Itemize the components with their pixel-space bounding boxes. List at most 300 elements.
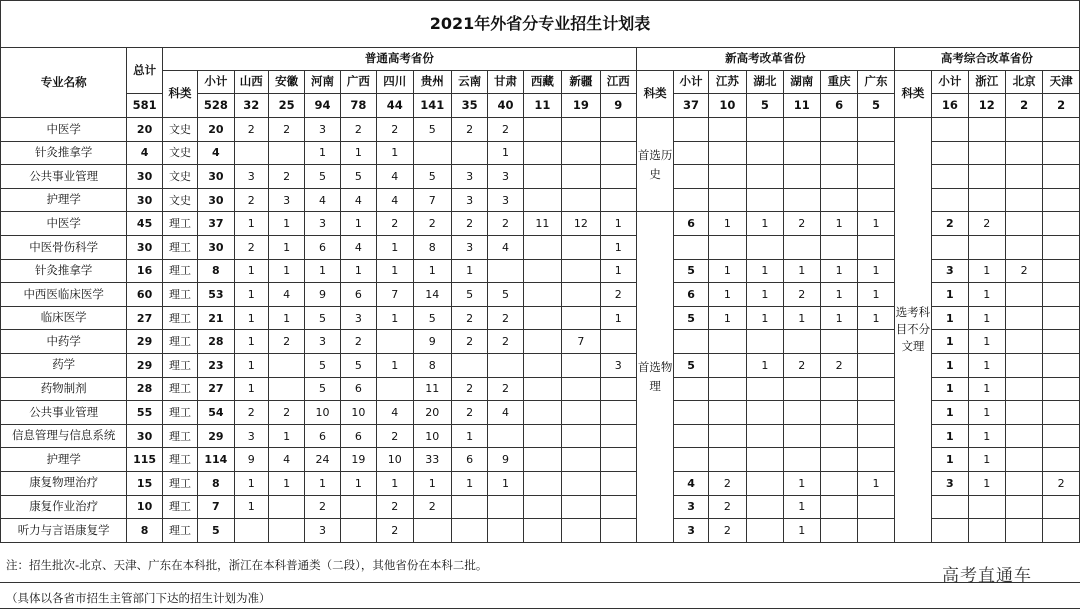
regular-subtotal-value: 528: [198, 94, 234, 118]
regular-subtotal: 30: [198, 235, 234, 259]
plan-count-cell: 1: [377, 141, 413, 165]
plan-count-cell: [708, 118, 746, 142]
plan-count-cell: [523, 401, 561, 425]
plan-count-cell: [820, 188, 857, 212]
plan-count-cell: [747, 330, 783, 354]
plan-count-cell: [708, 188, 746, 212]
plan-count-cell: [562, 188, 600, 212]
plan-count-cell: [268, 495, 304, 519]
province-total-value: 6: [820, 94, 857, 118]
plan-count-cell: 6: [340, 424, 376, 448]
major-name: 中医骨伤科学: [1, 235, 127, 259]
plan-count-cell: 9: [305, 283, 340, 307]
plan-count-cell: 2: [377, 495, 413, 519]
plan-count-cell: [708, 353, 746, 377]
plan-count-cell: 2: [268, 118, 304, 142]
regular-subtotal: 114: [198, 448, 234, 472]
major-name: 中医学: [1, 118, 127, 142]
plan-count-cell: 5: [488, 283, 523, 307]
plan-count-cell: 11: [413, 377, 451, 401]
plan-count-cell: 2: [268, 165, 304, 189]
plan-count-cell: 2: [377, 519, 413, 543]
plan-count-cell: [820, 330, 857, 354]
plan-count-cell: [783, 377, 820, 401]
category-cell: 理工: [162, 377, 197, 401]
new-subtotal: 6: [674, 283, 708, 307]
plan-count-cell: 1: [234, 259, 268, 283]
plan-count-cell: [488, 353, 523, 377]
plan-count-cell: 3: [305, 212, 340, 236]
plan-count-cell: 1: [377, 306, 413, 330]
plan-count-cell: [968, 118, 1005, 142]
plan-count-cell: [523, 353, 561, 377]
plan-count-cell: 1: [783, 471, 820, 495]
plan-count-cell: [562, 401, 600, 425]
plan-count-cell: 4: [377, 165, 413, 189]
major-total: 30: [127, 424, 162, 448]
plan-count-cell: 3: [600, 353, 636, 377]
plan-count-cell: 2: [340, 330, 376, 354]
plan-count-cell: [858, 165, 894, 189]
plan-count-cell: 2: [377, 424, 413, 448]
plan-count-cell: 2: [708, 519, 746, 543]
plan-count-cell: [451, 495, 487, 519]
plan-count-cell: [1005, 330, 1042, 354]
new-category-physics: 首选物理: [636, 212, 673, 542]
category-cell: 文史: [162, 188, 197, 212]
plan-count-cell: 1: [820, 259, 857, 283]
province-total-value: 40: [488, 94, 523, 118]
plan-count-cell: 12: [562, 212, 600, 236]
province-header: 湖南: [783, 71, 820, 94]
plan-count-cell: 1: [305, 141, 340, 165]
plan-count-cell: 2: [600, 283, 636, 307]
plan-count-cell: 1: [858, 306, 894, 330]
comp-subtotal: 1: [932, 424, 968, 448]
plan-count-cell: [747, 519, 783, 543]
plan-count-cell: [783, 401, 820, 425]
plan-count-cell: [1043, 118, 1080, 142]
plan-count-cell: [747, 235, 783, 259]
plan-count-cell: [820, 448, 857, 472]
plan-count-cell: [1043, 519, 1080, 543]
plan-count-cell: 1: [708, 283, 746, 307]
plan-count-cell: 1: [747, 259, 783, 283]
plan-count-cell: [858, 118, 894, 142]
category-cell: 理工: [162, 401, 197, 425]
plan-count-cell: [747, 118, 783, 142]
plan-count-cell: 10: [377, 448, 413, 472]
plan-count-cell: 1: [340, 471, 376, 495]
plan-count-cell: [523, 141, 561, 165]
category-cell: 理工: [162, 471, 197, 495]
plan-count-cell: 1: [968, 306, 1005, 330]
plan-count-cell: [1005, 495, 1042, 519]
plan-count-cell: 1: [783, 259, 820, 283]
plan-count-cell: [1005, 471, 1042, 495]
comp-subtotal: [932, 495, 968, 519]
plan-count-cell: 3: [305, 118, 340, 142]
province-header: 山西: [234, 71, 268, 94]
province-header: 天津: [1043, 71, 1080, 94]
plan-count-cell: [858, 401, 894, 425]
plan-count-cell: [523, 283, 561, 307]
comp-subtotal: 1: [932, 330, 968, 354]
plan-count-cell: [523, 424, 561, 448]
plan-count-cell: 5: [340, 165, 376, 189]
plan-count-cell: [451, 519, 487, 543]
plan-count-cell: [708, 141, 746, 165]
plan-count-cell: [523, 330, 561, 354]
plan-count-cell: [783, 165, 820, 189]
comp-subtotal: 2: [932, 212, 968, 236]
plan-count-cell: 2: [488, 118, 523, 142]
new-subtotal: 3: [674, 495, 708, 519]
plan-count-cell: [747, 401, 783, 425]
major-total: 30: [127, 165, 162, 189]
plan-count-cell: 1: [234, 283, 268, 307]
plan-count-cell: 1: [600, 235, 636, 259]
plan-count-cell: 1: [377, 235, 413, 259]
province-total-value: 141: [413, 94, 451, 118]
plan-count-cell: 1: [968, 471, 1005, 495]
plan-count-cell: 1: [783, 519, 820, 543]
plan-count-cell: 2: [488, 306, 523, 330]
province-header: 重庆: [820, 71, 857, 94]
province-header: 湖北: [747, 71, 783, 94]
province-total-value: 19: [562, 94, 600, 118]
new-subtotal-value: 37: [674, 94, 708, 118]
province-total-value: 2: [1005, 94, 1042, 118]
province-total-value: 5: [858, 94, 894, 118]
plan-count-cell: [1043, 235, 1080, 259]
regular-subtotal: 27: [198, 377, 234, 401]
plan-count-cell: [820, 495, 857, 519]
grand-total-value: 581: [127, 94, 162, 118]
regular-subtotal: 23: [198, 353, 234, 377]
plan-count-cell: [1005, 188, 1042, 212]
plan-count-cell: [858, 330, 894, 354]
plan-count-cell: [858, 377, 894, 401]
plan-count-cell: 2: [268, 330, 304, 354]
comp-subtotal: 1: [932, 377, 968, 401]
province-total-value: 11: [523, 94, 561, 118]
province-header: 云南: [451, 71, 487, 94]
major-name: 护理学: [1, 188, 127, 212]
comp-subtotal: 1: [932, 306, 968, 330]
watermark-logo: 高考直通车: [942, 566, 1032, 586]
plan-count-cell: 1: [747, 283, 783, 307]
comprehensive-reform-group-header: 高考综合改革省份: [894, 48, 1079, 71]
plan-count-cell: 1: [783, 306, 820, 330]
plan-count-cell: [600, 188, 636, 212]
plan-count-cell: 1: [600, 306, 636, 330]
plan-count-cell: 1: [451, 259, 487, 283]
table-title: 2021年外省分专业招生计划表: [1, 1, 1080, 48]
plan-count-cell: [1005, 424, 1042, 448]
plan-count-cell: [413, 141, 451, 165]
category-cell: 理工: [162, 283, 197, 307]
category-cell: 理工: [162, 424, 197, 448]
major-name: 信息管理与信息系统: [1, 424, 127, 448]
plan-count-cell: [523, 306, 561, 330]
plan-count-cell: [783, 448, 820, 472]
plan-count-cell: 33: [413, 448, 451, 472]
regular-subtotal: 5: [198, 519, 234, 543]
plan-count-cell: 2: [451, 118, 487, 142]
plan-count-cell: [600, 377, 636, 401]
plan-count-cell: [968, 519, 1005, 543]
major-total: 28: [127, 377, 162, 401]
plan-count-cell: 1: [340, 141, 376, 165]
new-subtotal-header: 小计: [674, 71, 708, 94]
major-total: 29: [127, 353, 162, 377]
new-subtotal: 4: [674, 471, 708, 495]
plan-count-cell: 1: [747, 353, 783, 377]
plan-count-cell: 3: [488, 165, 523, 189]
plan-count-cell: [708, 448, 746, 472]
plan-count-cell: [600, 165, 636, 189]
major-total: 60: [127, 283, 162, 307]
plan-count-cell: 1: [708, 259, 746, 283]
plan-count-cell: [820, 377, 857, 401]
disclaimer-footnote: （具体以各省市招生主管部门下达的招生计划为准）: [6, 591, 271, 605]
plan-count-cell: 5: [413, 306, 451, 330]
plan-count-cell: 1: [234, 330, 268, 354]
province-total-value: 35: [451, 94, 487, 118]
comp-subtotal: [932, 118, 968, 142]
plan-count-cell: 10: [413, 424, 451, 448]
category-header: 科类: [162, 71, 197, 118]
plan-count-cell: 2: [1005, 259, 1042, 283]
plan-count-cell: [1043, 401, 1080, 425]
comp-subtotal: 1: [932, 448, 968, 472]
plan-count-cell: [234, 141, 268, 165]
plan-count-cell: 19: [340, 448, 376, 472]
plan-count-cell: 2: [234, 118, 268, 142]
plan-count-cell: [820, 235, 857, 259]
plan-count-cell: 2: [377, 118, 413, 142]
plan-count-cell: 1: [858, 471, 894, 495]
plan-count-cell: 9: [234, 448, 268, 472]
plan-count-cell: 2: [234, 401, 268, 425]
plan-count-cell: [708, 235, 746, 259]
plan-count-cell: 1: [600, 212, 636, 236]
plan-count-cell: [858, 495, 894, 519]
plan-count-cell: 1: [968, 259, 1005, 283]
plan-count-cell: [600, 495, 636, 519]
plan-count-cell: [562, 141, 600, 165]
plan-count-cell: 8: [413, 353, 451, 377]
plan-count-cell: 1: [268, 235, 304, 259]
plan-count-cell: 2: [340, 118, 376, 142]
new-subtotal: [674, 188, 708, 212]
plan-count-cell: [523, 235, 561, 259]
plan-count-cell: [1005, 306, 1042, 330]
plan-count-cell: [1043, 424, 1080, 448]
regular-subtotal: 21: [198, 306, 234, 330]
plan-count-cell: 1: [340, 212, 376, 236]
plan-count-cell: [858, 424, 894, 448]
plan-count-cell: [523, 118, 561, 142]
plan-count-cell: [1005, 235, 1042, 259]
plan-count-cell: 2: [820, 353, 857, 377]
new-subtotal: 6: [674, 212, 708, 236]
plan-count-cell: [562, 495, 600, 519]
province-header: 江苏: [708, 71, 746, 94]
comp-subtotal-header: 小计: [932, 71, 968, 94]
plan-count-cell: [413, 519, 451, 543]
plan-count-cell: 1: [234, 471, 268, 495]
plan-count-cell: [708, 165, 746, 189]
plan-count-cell: [562, 424, 600, 448]
plan-count-cell: 3: [451, 235, 487, 259]
plan-count-cell: [1043, 141, 1080, 165]
plan-count-cell: 2: [708, 471, 746, 495]
province-total-value: 32: [234, 94, 268, 118]
plan-count-cell: 4: [305, 188, 340, 212]
province-header: 西藏: [523, 71, 561, 94]
plan-count-cell: [523, 519, 561, 543]
comp-subtotal: [932, 165, 968, 189]
plan-count-cell: [968, 165, 1005, 189]
category-cell: 理工: [162, 519, 197, 543]
plan-count-cell: [708, 424, 746, 448]
plan-count-cell: 2: [783, 212, 820, 236]
category-header: 科类: [636, 71, 673, 118]
major-total: 45: [127, 212, 162, 236]
plan-count-cell: [1043, 306, 1080, 330]
category-cell: 文史: [162, 118, 197, 142]
plan-count-cell: 1: [488, 471, 523, 495]
plan-count-cell: 5: [413, 118, 451, 142]
plan-count-cell: 1: [600, 259, 636, 283]
province-total-value: 44: [377, 94, 413, 118]
plan-count-cell: 2: [968, 212, 1005, 236]
plan-count-cell: [523, 495, 561, 519]
plan-count-cell: 3: [488, 188, 523, 212]
new-subtotal: 5: [674, 259, 708, 283]
comp-subtotal: 1: [932, 283, 968, 307]
category-cell: 理工: [162, 212, 197, 236]
major-name: 康复作业治疗: [1, 495, 127, 519]
province-total-value: 9: [600, 94, 636, 118]
province-total-value: 11: [783, 94, 820, 118]
plan-count-cell: 1: [268, 424, 304, 448]
plan-count-cell: 1: [268, 259, 304, 283]
plan-count-cell: [562, 471, 600, 495]
plan-count-cell: [820, 118, 857, 142]
plan-count-cell: 1: [968, 401, 1005, 425]
major-name: 护理学: [1, 448, 127, 472]
regular-subtotal: 29: [198, 424, 234, 448]
plan-count-cell: 1: [413, 259, 451, 283]
major-name: 药学: [1, 353, 127, 377]
category-cell: 理工: [162, 353, 197, 377]
plan-count-cell: 7: [413, 188, 451, 212]
plan-count-cell: 9: [488, 448, 523, 472]
plan-count-cell: 2: [305, 495, 340, 519]
category-cell: 理工: [162, 448, 197, 472]
plan-count-cell: 4: [377, 401, 413, 425]
new-subtotal: [674, 141, 708, 165]
plan-count-cell: 3: [451, 165, 487, 189]
plan-count-cell: 1: [820, 212, 857, 236]
regular-subtotal: 30: [198, 165, 234, 189]
plan-count-cell: [747, 495, 783, 519]
plan-count-cell: 2: [451, 330, 487, 354]
province-total-value: 10: [708, 94, 746, 118]
table-row: [1, 118, 1080, 142]
plan-count-cell: [783, 188, 820, 212]
plan-count-cell: 5: [305, 306, 340, 330]
plan-count-cell: [268, 519, 304, 543]
plan-count-cell: [488, 259, 523, 283]
regular-subtotal: 53: [198, 283, 234, 307]
major-total: 30: [127, 188, 162, 212]
plan-count-cell: [523, 259, 561, 283]
plan-count-cell: [747, 141, 783, 165]
plan-count-cell: 4: [268, 448, 304, 472]
plan-count-cell: [562, 306, 600, 330]
regular-provinces-group-header: 普通高考省份: [162, 48, 636, 71]
plan-count-cell: 1: [820, 283, 857, 307]
category-cell: 理工: [162, 330, 197, 354]
plan-count-cell: 4: [340, 188, 376, 212]
plan-count-cell: 1: [413, 471, 451, 495]
plan-count-cell: 10: [305, 401, 340, 425]
plan-count-cell: [1005, 353, 1042, 377]
plan-count-cell: [708, 377, 746, 401]
plan-count-cell: [968, 235, 1005, 259]
plan-count-cell: [783, 330, 820, 354]
plan-count-cell: [1043, 448, 1080, 472]
category-cell: 理工: [162, 259, 197, 283]
bottom-divider: [0, 608, 1080, 609]
new-subtotal: 3: [674, 519, 708, 543]
plan-count-cell: [377, 377, 413, 401]
major-total: 8: [127, 519, 162, 543]
comp-subtotal: 3: [932, 259, 968, 283]
province-header: 浙江: [968, 71, 1005, 94]
regular-subtotal: 7: [198, 495, 234, 519]
plan-count-cell: 4: [488, 235, 523, 259]
comp-subtotal: 3: [932, 471, 968, 495]
plan-count-cell: 2: [1043, 471, 1080, 495]
plan-count-cell: [600, 424, 636, 448]
plan-count-cell: 2: [488, 330, 523, 354]
new-subtotal: [674, 424, 708, 448]
plan-count-cell: 2: [783, 283, 820, 307]
province-header: 四川: [377, 71, 413, 94]
plan-count-cell: [968, 188, 1005, 212]
plan-count-cell: [562, 519, 600, 543]
plan-count-cell: 1: [747, 212, 783, 236]
plan-count-cell: [268, 353, 304, 377]
province-header: 河南: [305, 71, 340, 94]
plan-count-cell: [488, 495, 523, 519]
plan-count-cell: [451, 141, 487, 165]
plan-count-cell: 2: [451, 212, 487, 236]
plan-count-cell: [858, 235, 894, 259]
plan-count-cell: [858, 519, 894, 543]
comp-subtotal-value: 16: [932, 94, 968, 118]
plan-count-cell: 1: [234, 495, 268, 519]
plan-count-cell: 1: [968, 353, 1005, 377]
plan-count-cell: 1: [234, 353, 268, 377]
plan-count-cell: [968, 495, 1005, 519]
province-header: 广东: [858, 71, 894, 94]
